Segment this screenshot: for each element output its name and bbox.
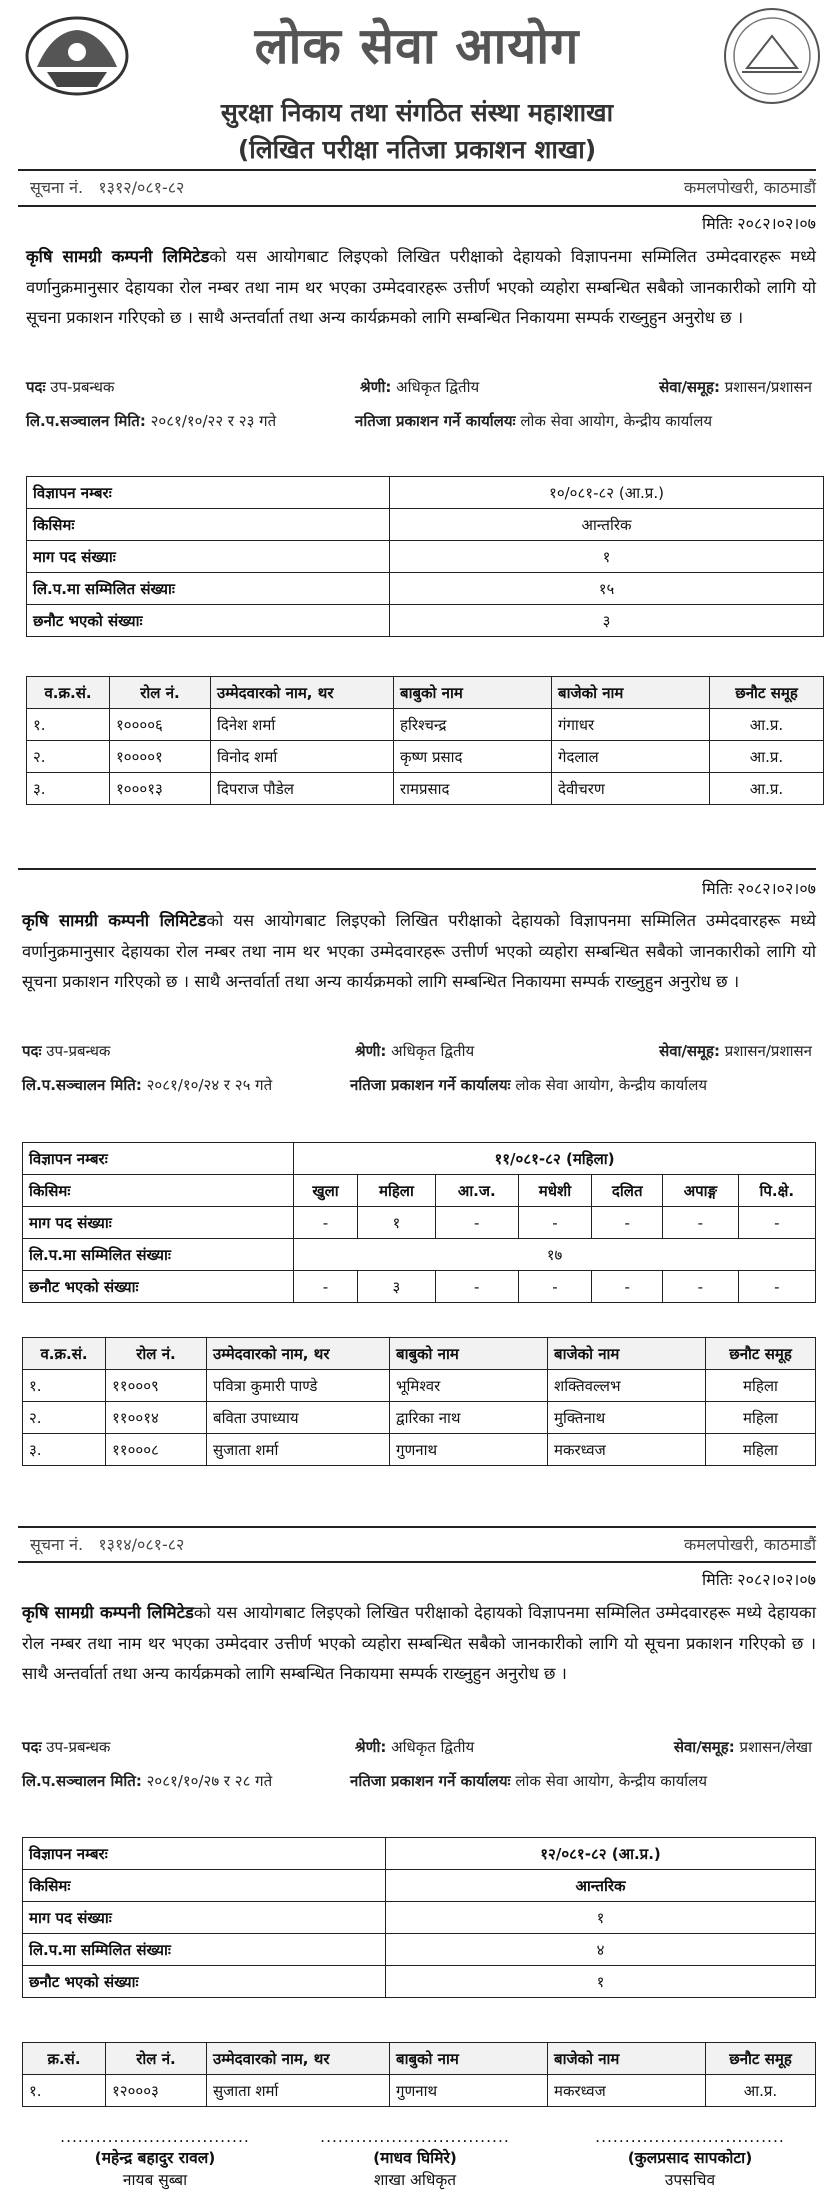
table-header-row: व.क्र.सं. रोल नं. उम्मेदवारको नाम, थर बाबुको नाम बाजेको नाम छनौट समूह — [23, 1338, 816, 1370]
office-field: नतिजा प्रकाशन गर्ने कार्यालयः लोक सेवा आयोग, केन्द्रीय कार्यालय — [355, 412, 713, 430]
table-row: १. १००००६ दिनेश शर्मा हरिश्चन्द्र गंगाधर आ.प्र. — [27, 709, 824, 741]
page-title: लोक सेवा आयोग — [254, 17, 580, 75]
notice-number: सूचना नं. १३१४/०८१-८२ — [30, 1535, 185, 1554]
divider — [18, 169, 816, 171]
subtitle-section: (लिखित परीक्षा नतिजा प्रकाशन शाखा) — [237, 135, 597, 164]
advertisement-info-table — [26, 476, 824, 637]
exam-date-field: लि.प.सञ्चालन मिति: २०८१/१०/२७ र २८ गते — [22, 1772, 273, 1790]
signature-block: ................................ (कुलप्रसाद सापकोटा) उपसचिव — [595, 2128, 785, 2189]
exam-date-field: लि.प.सञ्चालन मिति: २०८१/१०/२२ र २३ गते — [26, 412, 277, 430]
result-table — [26, 676, 824, 805]
table-row: २. १००००१ विनोद शर्मा कृष्ण प्रसाद गेदलाल आ.प्र. — [27, 741, 824, 773]
table-row: लि.प.मा सम्मिलित संख्याः १५ — [27, 573, 824, 605]
notice-date: मितिः २०८२।०२।०७ — [702, 1570, 816, 1589]
office-field: नतिजा प्रकाशन गर्ने कार्यालयः लोक सेवा आयोग, केन्द्रीय कार्यालय — [350, 1076, 708, 1094]
signature-block: ................................ (महेन्द्र बहादुर रावल) नायब सुब्बा — [60, 2128, 250, 2189]
result-table — [22, 1337, 816, 1466]
level-field: श्रेणी: अधिकृत द्वितीय — [355, 1738, 475, 1756]
table-row: विज्ञापन नम्बरः १०/०८१-८२ (आ.प्र.) — [27, 477, 824, 509]
service-field: सेवा/समूह: प्रशासन/लेखा — [673, 1738, 812, 1756]
notice-paragraph: कृषि सामग्री कम्पनी लिमिटेडको यस आयोगबाट लिइएको लिखित परीक्षाको देहायको विज्ञापनमा सम्मिलित उम्मेदवारहरू मध्ये वर्णानुक्रमानुसार देहायका रोल नम्बर तथा नाम थर भएका उम्मेदवारहरू उत्तीर्ण भएको व्यहोरा सम्बन्धित सबैको जानकारीको लागि यो सूचना प्रकाशन गरिएको छ । साथै अन्तर्वार्ता तथा अन्य कार्यक्रमको लागि सम्बन्धित निकायमा सम्पर्क राख्नुहुन अनुरोध छ । — [26, 247, 816, 327]
exam-date-field: लि.प.सञ्चालन मिति: २०८१/१०/२४ र २५ गते — [22, 1076, 273, 1094]
table-row: माग पद संख्याः - १ - - - - - — [23, 1207, 816, 1239]
table-row: ३. १०००१३ दिपराज पौडेल रामप्रसाद देवीचरण आ.प्र. — [27, 773, 824, 805]
table-row: विज्ञापन नम्बरः १२/०८१-८२ (आ.प्र.) — [23, 1838, 816, 1870]
post-field: पदः उप-प्रबन्धक — [22, 1738, 111, 1756]
service-field: सेवा/समूह: प्रशासन/प्रशासन — [659, 1042, 812, 1060]
table-row: २. ११००१४ बविता उपाध्याय द्वारिका नाथ मुक्तिनाथ महिला — [23, 1402, 816, 1434]
advertisement-info-table — [22, 1837, 816, 1998]
table-row: लि.प.मा सम्मिलित संख्याः १७ — [23, 1239, 816, 1271]
table-row: किसिमः खुला महिला आ.ज. मधेशी दलित अपाङ्ग पि.क्षे. — [23, 1175, 816, 1207]
notice-date: मितिः २०८२।०२।०७ — [702, 214, 816, 233]
post-field: पदः उप-प्रबन्धक — [22, 1042, 111, 1060]
table-row: माग पद संख्याः १ — [23, 1902, 816, 1934]
notice-date: मितिः २०८२।०२।०७ — [702, 879, 816, 898]
table-row: किसिमः आन्तरिक — [27, 509, 824, 541]
table-row: ३. ११०००८ सुजाता शर्मा गुणनाथ मकरध्वज महिला — [23, 1434, 816, 1466]
post-field: पदः उप-प्रबन्धक — [26, 378, 115, 396]
table-header-row: व.क्र.सं. रोल नं. उम्मेदवारको नाम, थर बाबुको नाम बाजेको नाम छनौट समूह — [27, 677, 824, 709]
subtitle-division: सुरक्षा निकाय तथा संगठित संस्था महाशाखा — [220, 98, 614, 127]
level-field: श्रेणी: अधिकृत द्वितीय — [355, 1042, 475, 1060]
table-row: छनौट भएको संख्याः १ — [23, 1966, 816, 1998]
table-row: १. ११०००९ पवित्रा कुमारी पाण्डे भूमिश्वर शक्तिवल्लभ महिला — [23, 1370, 816, 1402]
table-row: माग पद संख्याः १ — [27, 541, 824, 573]
table-header-row: क्र.सं. रोल नं. उम्मेदवारको नाम, थर बाबुको नाम बाजेको नाम छनौट समूह — [23, 2043, 816, 2075]
table-row: लि.प.मा सम्मिलित संख्याः ४ — [23, 1934, 816, 1966]
signature-block: ................................ (माधव घिमिरे) शाखा अधिकृत — [320, 2128, 510, 2189]
advertisement-info-table — [22, 1142, 816, 1303]
divider — [18, 868, 816, 870]
result-table — [22, 2042, 816, 2107]
table-row: विज्ञापन नम्बरः ११/०८१-८२ (महिला) — [23, 1143, 816, 1175]
notice-paragraph: कृषि सामग्री कम्पनी लिमिटेडको यस आयोगबाट लिइएको लिखित परीक्षाको देहायको विज्ञापनमा सम्मिलित उम्मेदवारहरू मध्ये वर्णानुक्रमानुसार देहायका रोल नम्बर तथा नाम थर भएका उम्मेदवारहरू उत्तीर्ण भएको व्यहोरा सम्बन्धित सबैको जानकारीको लागि यो सूचना प्रकाशन गरिएको छ । साथै अन्तर्वार्ता तथा अन्य कार्यक्रमको लागि सम्बन्धित निकायमा सम्पर्क राख्नुहुन अनुरोध छ । — [22, 911, 816, 991]
notice-place: कमलपोखरी, काठमाडौं — [683, 178, 816, 197]
service-field: सेवा/समूह: प्रशासन/प्रशासन — [659, 378, 812, 396]
office-field: नतिजा प्रकाशन गर्ने कार्यालयः लोक सेवा आयोग, केन्द्रीय कार्यालय — [350, 1772, 708, 1790]
notice-paragraph: कृषि सामग्री कम्पनी लिमिटेडको यस आयोगबाट लिइएको लिखित परीक्षाको देहायको विज्ञापनमा सम्मिलित उम्मेदवारहरू मध्ये देहायका रोल नम्बर तथा नाम थर भएका उम्मेदवार उत्तीर्ण भएको व्यहोरा सम्बन्धित सबैको जानकारीको लागि यो सूचना प्रकाशन गरिएको छ । साथै अन्तर्वार्ता तथा अन्य कार्यक्रमको लागि सम्बन्धित निकायमा सम्पर्क राख्नुहुन अनुरोध छ । — [22, 1603, 817, 1683]
divider — [18, 1526, 816, 1528]
divider — [18, 1561, 816, 1563]
table-row: किसिमः आन्तरिक — [23, 1870, 816, 1902]
table-row: छनौट भएको संख्याः ३ — [27, 605, 824, 637]
table-row: १. १२०००३ सुजाता शर्मा गुणनाथ मकरध्वज आ.प्र. — [23, 2075, 816, 2107]
notice-place: कमलपोखरी, काठमाडौं — [683, 1535, 816, 1554]
divider — [18, 205, 816, 207]
psc-seal-logo — [722, 6, 822, 106]
level-field: श्रेणी: अधिकृत द्वितीय — [360, 378, 480, 396]
table-row: छनौट भएको संख्याः - ३ - - - - - — [23, 1271, 816, 1303]
notice-number: सूचना नं. १३१२/०८१-८२ — [30, 178, 185, 197]
